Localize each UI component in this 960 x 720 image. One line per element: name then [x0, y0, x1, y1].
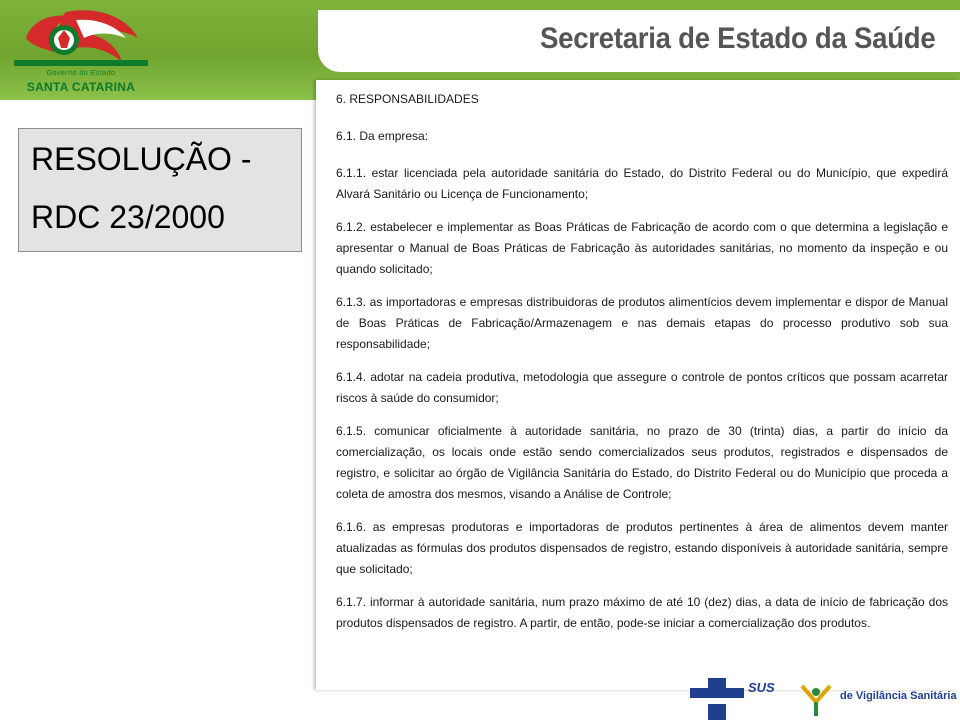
anvisa-label: de Vigilância Sanitária [840, 690, 957, 702]
paragraph-6-1-4: 6.1.4. adotar na cadeia produtiva, metodologia que assegure o controle de pontos críticos que possam acarretar riscos à saúde do consumidor; [336, 370, 948, 405]
paragraph-6-1-3: 6.1.3. as importadoras e empresas distribuidoras de produtos alimentícios devem implementar e dispor de Manual de Boas Práticas de Fabricação/Armazenagem e nas demais etapas do processo produtivo sob sua responsabilidade; [336, 295, 948, 351]
paragraph-6-1-6: 6.1.6. as empresas produtoras e importadoras de produtos pertinentes à área de alimentos devem manter atualizadas as fórmulas dos produtos dispensados de registro, estando disponíveis à autoridade sanitária, sempre que solicitado; [336, 520, 948, 576]
paragraph-6-1-7: 6.1.7. informar à autoridade sanitária, num prazo máximo de até 10 (dez) dias, a data de início de fabricação dos produtos dispensados de registro. A partir, de então, pode-se iniciar a comercialização dos produtos. [336, 595, 948, 630]
resolution-box [18, 128, 302, 252]
paragraph-6-1-5: 6.1.5. comunicar oficialmente à autoridade sanitária, no prazo de 30 (trinta) dias, a partir do início da comercialização, os locais onde estão sendo comercializados seus produtos, registrados e dispensados de registro, e solicitar ao órgão de Vigilância Sanitária do Estado, do Distrito Federal ou do Município que proceda a coleta de amostra dos mesmos, visando a Análise de Controle; [336, 424, 948, 501]
paragraph-6-1-2: 6.1.2. estabelecer e implementar as Boas Práticas de Fabricação de acordo com o que determina a legislação e apresentar o Manual de Boas Práticas de Fabricação às autoridades sanitárias, no momento da inspeção e ou quando solicitado; [336, 220, 948, 276]
anvisa-emblem-icon [796, 680, 838, 718]
logo-state-name: SANTA CATARINA [26, 80, 136, 94]
title-panel [318, 10, 960, 72]
resolution-title: RESOLUÇÃO - [31, 141, 252, 177]
paragraph-6-1-1: 6.1.1. estar licenciada pela autoridade sanitária do Estado, do Distrito Federal ou do Município, que expedirá Alvará Sanitário ou Licença de Funcionamento; [336, 166, 948, 201]
document-page [316, 80, 960, 690]
subsection-heading: 6.1. Da empresa: [336, 129, 429, 143]
sus-label: SUS [748, 680, 775, 695]
logo-government-text: Governo do Estado [46, 70, 116, 77]
santa-catarina-logo [6, 8, 156, 98]
state-emblem-icon [6, 8, 156, 70]
document-text [336, 89, 948, 646]
section-heading: 6. RESPONSABILIDADES [336, 92, 479, 106]
resolution-number: RDC 23/2000 [31, 199, 225, 235]
page-title: Secretaria de Estado da Saúde [540, 22, 936, 55]
